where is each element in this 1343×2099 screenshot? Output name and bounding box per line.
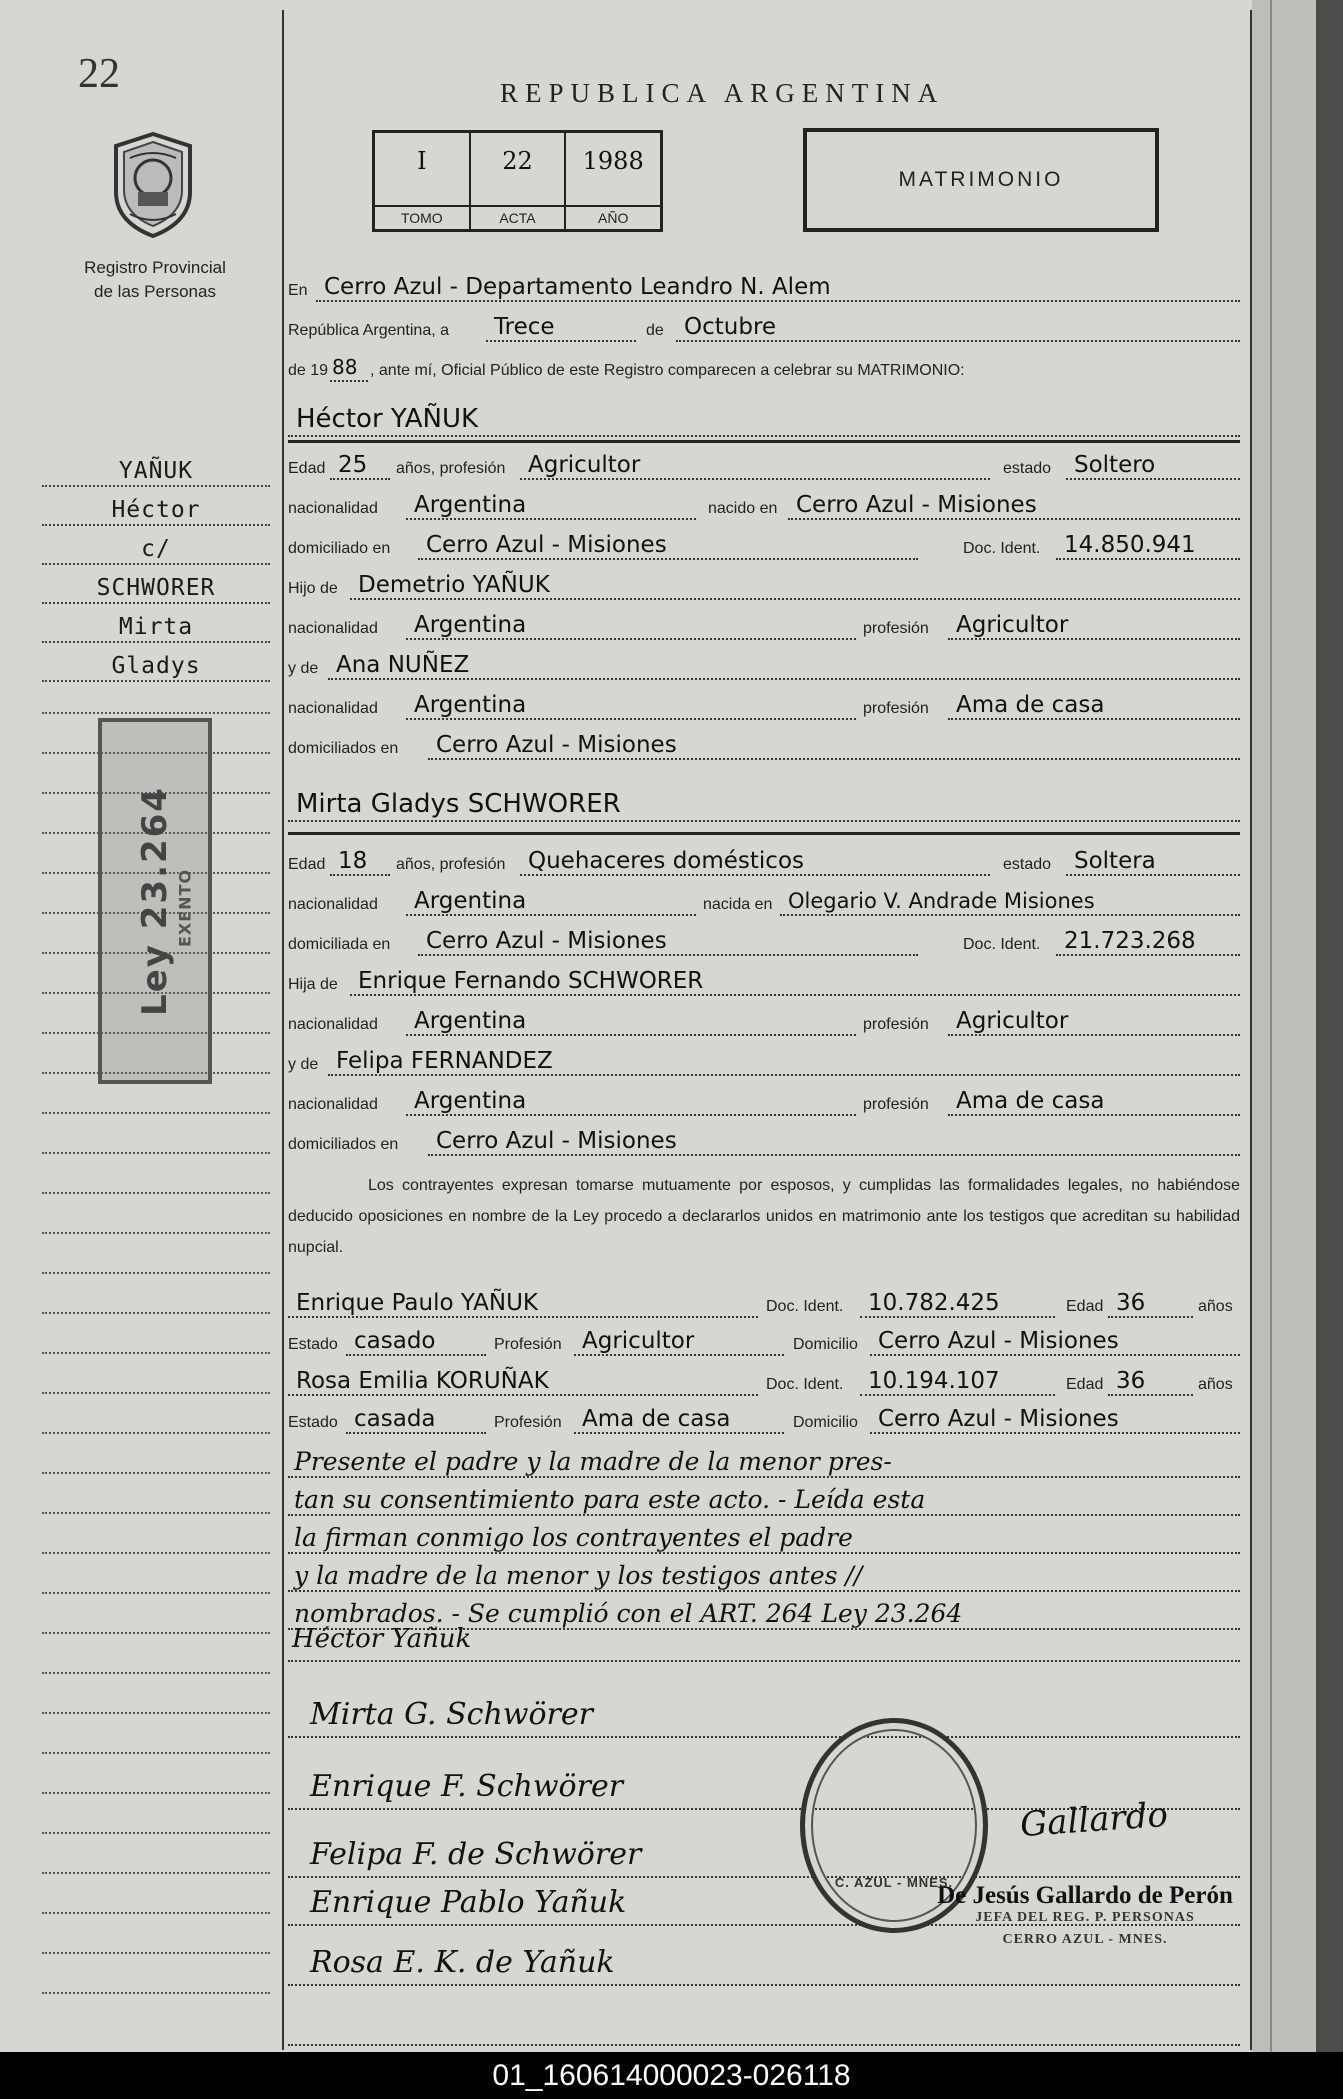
groom-mother-details-line [288, 690, 1240, 722]
tomo-value: I [417, 147, 427, 175]
section-divider [288, 832, 1240, 835]
margin-note: YAÑUK [118, 458, 194, 484]
doc-label: Doc. Ident. [766, 1376, 844, 1393]
bride-nationality: Argentina [406, 886, 696, 916]
y-de-label: y de [288, 660, 319, 677]
groom-doc: 14.850.941 [1056, 530, 1240, 560]
domiciliado-label: domiciliado en [288, 540, 391, 557]
groom-profession: Agricultor [520, 450, 990, 480]
margin-note-row [42, 569, 270, 604]
margin-rule [42, 1312, 270, 1314]
month-value: Octubre [676, 312, 1240, 342]
margin-rule [42, 1152, 270, 1154]
witness2-address: Cerro Azul - Misiones [870, 1404, 1240, 1434]
domicilio-label: Domicilio [793, 1336, 858, 1353]
nacida-label: nacida en [703, 896, 773, 913]
margin-rule [42, 1272, 270, 1274]
margin-rule [42, 1912, 270, 1914]
republica-label: República Argentina, a [288, 322, 449, 339]
bride-mother: Felipa FERNANDEZ [328, 1046, 1240, 1076]
margin-rule [42, 1992, 270, 1994]
witness1-age: 36 [1108, 1288, 1193, 1318]
year-label: de 19 [288, 362, 329, 379]
estado-label: estado [1003, 856, 1052, 873]
bride-mother-nationality: Argentina [406, 1086, 856, 1116]
witness2-profession: Ama de casa [574, 1404, 784, 1434]
tomo-label: TOMO [375, 205, 469, 229]
margin-note-row [42, 608, 270, 643]
witness1-name: Enrique Paulo YAÑUK [288, 1288, 758, 1318]
declaration-paragraph: Los contrayentes expresan tomarse mutuamente por esposos, y cumplidas las formalidades legales, no habiéndose deducido oposiciones en nombre de la Ley procedo a declararlos unidos en matrimonio ante los testigos que acreditan su habilidad nupcial. [288, 1177, 1240, 1256]
official-place: CERRO AZUL - MNES. [1002, 1932, 1168, 1947]
bride-doc: 21.723.268 [1056, 926, 1240, 956]
estado-label: Estado [288, 1336, 338, 1353]
note-line: la firman conmigo los contrayentes el padre [288, 1516, 1240, 1554]
profesion-label: profesión [863, 1016, 929, 1033]
bride-address: Cerro Azul - Misiones [418, 926, 918, 956]
book-binding-edge [1252, 0, 1343, 2052]
y-de-label: y de [288, 1056, 319, 1073]
de-label: de [646, 322, 664, 339]
margin-note: Gladys [111, 653, 201, 679]
edad-label: Edad [1066, 1298, 1104, 1315]
estado-label: estado [1003, 460, 1052, 477]
hija-label: Hija de [288, 976, 338, 993]
margin-note: Mirta [118, 614, 194, 640]
signature-bride: Mirta G. Schwörer [288, 1680, 1240, 1738]
official-name-stamp [920, 1882, 1250, 1951]
bride-mother-line [288, 1046, 1240, 1078]
estado-label: Estado [288, 1414, 338, 1431]
witness2-doc: 10.194.107 [860, 1366, 1055, 1396]
margin-rule [42, 1832, 270, 1834]
margin-rule [42, 1512, 270, 1514]
country-title: REPUBLICA ARGENTINA [500, 78, 945, 108]
groom-address-line [288, 530, 1240, 562]
signature-bride-father: Enrique F. Schwörer [288, 1752, 1240, 1810]
nacionalidad-label: nacionalidad [288, 700, 378, 717]
acta-value: 22 [502, 147, 533, 175]
edad-label: Edad [288, 460, 326, 477]
margin-rule [42, 1432, 270, 1434]
bride-profession: Quehaceres domésticos [520, 846, 990, 876]
groom-parents-address-line [288, 730, 1240, 762]
groom-parents-address: Cerro Azul - Misiones [428, 730, 1240, 760]
note-line: tan su consentimiento para este acto. - Leída esta [288, 1478, 1240, 1516]
bride-status: Soltera [1066, 846, 1240, 876]
margin-note: c/ [141, 536, 171, 562]
groom-nationality: Argentina [406, 490, 696, 520]
profesion-label: profesión [863, 1096, 929, 1113]
groom-father: Demetrio YAÑUK [350, 570, 1240, 600]
witness1-profession: Agricultor [574, 1326, 784, 1356]
signature-groom: Héctor Yañuk [288, 1604, 1240, 1662]
bride-parents-address: Cerro Azul - Misiones [428, 1126, 1240, 1156]
bride-mother-details-line [288, 1086, 1240, 1118]
groom-mother-line [288, 650, 1240, 682]
signature-bride-mother: Felipa F. de Schwörer [288, 1820, 1240, 1878]
margin-note: SCHWORER [96, 575, 216, 601]
margin-rule [42, 1872, 270, 1874]
ano-value: 1988 [582, 147, 644, 175]
scan-id-caption: 01_160614000023-026118 [0, 2052, 1343, 2099]
note-line: Presente el padre y la madre de la menor pres- [288, 1440, 1240, 1478]
margin-rule [42, 1672, 270, 1674]
witness2-age: 36 [1108, 1366, 1193, 1396]
witness1-address: Cerro Azul - Misiones [870, 1326, 1240, 1356]
groom-mother: Ana NUÑEZ [328, 650, 1240, 680]
margin-rule [42, 1952, 270, 1954]
margin-rule [42, 1792, 270, 1794]
profesion-label: profesión [863, 620, 929, 637]
official-seal-text: C. AZUL - MNES. [834, 1875, 954, 1890]
year-value: 88 [330, 352, 368, 382]
bride-birthplace: Olegario V. Andrade Misiones [780, 886, 1240, 916]
registry-name [55, 256, 255, 304]
hijo-label: Hijo de [288, 580, 338, 597]
bride-address-line [288, 926, 1240, 958]
groom-father-nationality: Argentina [406, 610, 856, 640]
groom-address: Cerro Azul - Misiones [418, 530, 918, 560]
exemption-stamp-label: EXENTO [175, 869, 195, 948]
bride-father-line [288, 966, 1240, 998]
signature-witness2: Rosa E. K. de Yañuk [288, 1928, 1240, 1986]
margin-rule [42, 1192, 270, 1194]
groom-status: Soltero [1066, 450, 1240, 480]
anos-label: años [1198, 1376, 1233, 1393]
intro-year-line [288, 352, 1240, 384]
edad-label: Edad [1066, 1376, 1104, 1393]
signature-witness1: Enrique Pablo Yañuk [288, 1868, 1240, 1926]
nacido-label: nacido en [708, 500, 778, 517]
ano-label: AÑO [566, 205, 660, 229]
margin-rule [42, 1472, 270, 1474]
groom-father-profession: Agricultor [948, 610, 1240, 640]
note-line: nombrados. - Se cumplió con el ART. 264 Ley 23.264 [288, 1592, 1240, 1630]
exemption-stamp-law: Ley 23.264 [135, 786, 175, 1016]
blank-line [288, 1988, 1240, 2046]
acta-label: ACTA [471, 205, 565, 229]
witness2-details-line [288, 1404, 1240, 1436]
profesion-label: Profesión [494, 1414, 562, 1431]
nacionalidad-label: nacionalidad [288, 1096, 378, 1113]
page-number: 22 [78, 51, 120, 97]
groom-age-line [288, 450, 1240, 482]
witness1-details-line [288, 1326, 1240, 1358]
place-value: Cerro Azul - Departamento Leandro N. Alem [316, 272, 1240, 302]
nacionalidad-label: nacionalidad [288, 500, 378, 517]
bride-age: 18 [330, 846, 390, 876]
domicilio-label: Domicilio [793, 1414, 858, 1431]
profesion-label: años, profesión [396, 460, 506, 477]
document-type-title: MATRIMONIO [803, 128, 1159, 232]
domiciliados-label: domiciliados en [288, 740, 399, 757]
margin-rule [42, 1232, 270, 1234]
margin-rule [42, 1552, 270, 1554]
nacionalidad-label: nacionalidad [288, 896, 378, 913]
margin-rule [42, 1392, 270, 1394]
edad-label: Edad [288, 856, 326, 873]
domiciliados-label: domiciliados en [288, 1136, 399, 1153]
groom-father-line [288, 570, 1240, 602]
groom-birthplace: Cerro Azul - Misiones [788, 490, 1240, 520]
bride-father-details-line [288, 1006, 1240, 1038]
note-line: y la madre de la menor y los testigos antes // [288, 1554, 1240, 1592]
acta-cell [471, 133, 567, 229]
groom-name: Héctor YAÑUK [288, 397, 1240, 437]
official-name: De Jesús Gallardo de Perón [937, 1882, 1233, 1909]
registry-name-line2: de las Personas [94, 282, 216, 301]
margin-note-row [42, 647, 270, 682]
witness2-line [288, 1366, 1240, 1398]
margin-rule [42, 712, 270, 714]
margin-note-row [42, 530, 270, 565]
groom-father-details-line [288, 610, 1240, 642]
groom-nationality-line [288, 490, 1240, 522]
day-value: Trece [486, 312, 636, 342]
bride-mother-profession: Ama de casa [948, 1086, 1240, 1116]
witness1-status: casado [346, 1326, 486, 1356]
anos-label: años [1198, 1298, 1233, 1315]
margin-rule [42, 1712, 270, 1714]
intro-place-line [288, 272, 1240, 304]
bride-age-line [288, 846, 1240, 878]
nacionalidad-label: nacionalidad [288, 620, 378, 637]
doc-label: Doc. Ident. [963, 936, 1041, 953]
margin-rule [42, 1592, 270, 1594]
margin-rule [42, 1752, 270, 1754]
bride-parents-address-line [288, 1126, 1240, 1158]
groom-mother-nationality: Argentina [406, 690, 856, 720]
bride-father: Enrique Fernando SCHWORER [350, 966, 1240, 996]
registry-name-line1: Registro Provincial [84, 258, 226, 277]
profesion-label: profesión [863, 700, 929, 717]
margin-note-row [42, 491, 270, 526]
profesion-label: Profesión [494, 1336, 562, 1353]
provincial-seal-icon [108, 130, 198, 240]
record-reference-box [372, 130, 663, 232]
tomo-cell [375, 133, 471, 229]
intro-date-line [288, 312, 1240, 344]
ano-cell [566, 133, 660, 229]
profesion-label: años, profesión [396, 856, 506, 873]
witness1-doc: 10.782.425 [860, 1288, 1055, 1318]
bride-name: Mirta Gladys SCHWORER [288, 782, 1240, 822]
doc-label: Doc. Ident. [963, 540, 1041, 557]
margin-note-row [42, 452, 270, 487]
witness2-status: casada [346, 1404, 486, 1434]
margin-rule [42, 1352, 270, 1354]
witness2-name: Rosa Emilia KORUÑAK [288, 1366, 758, 1396]
en-label: En [288, 282, 308, 299]
doc-label: Doc. Ident. [766, 1298, 844, 1315]
official-title: JEFA DEL REG. P. PERSONAS [975, 1910, 1195, 1925]
groom-age: 25 [330, 450, 390, 480]
bride-father-nationality: Argentina [406, 1006, 856, 1036]
intro-text: , ante mí, Oficial Público de este Registro comparecen a celebrar su MATRIMONIO: [370, 362, 965, 379]
witness1-line [288, 1288, 1240, 1320]
bride-father-profession: Agricultor [948, 1006, 1240, 1036]
margin-rule [42, 1632, 270, 1634]
section-divider [288, 440, 1240, 443]
margin-note: Héctor [111, 497, 201, 523]
official-signature: Gallardo [1018, 1794, 1170, 1846]
margin-rule [42, 1112, 270, 1114]
bride-nationality-line [288, 886, 1240, 918]
nacionalidad-label: nacionalidad [288, 1016, 378, 1033]
margin-divider [282, 10, 284, 2050]
groom-mother-profession: Ama de casa [948, 690, 1240, 720]
domiciliada-label: domiciliada en [288, 936, 391, 953]
exemption-stamp [98, 718, 212, 1084]
